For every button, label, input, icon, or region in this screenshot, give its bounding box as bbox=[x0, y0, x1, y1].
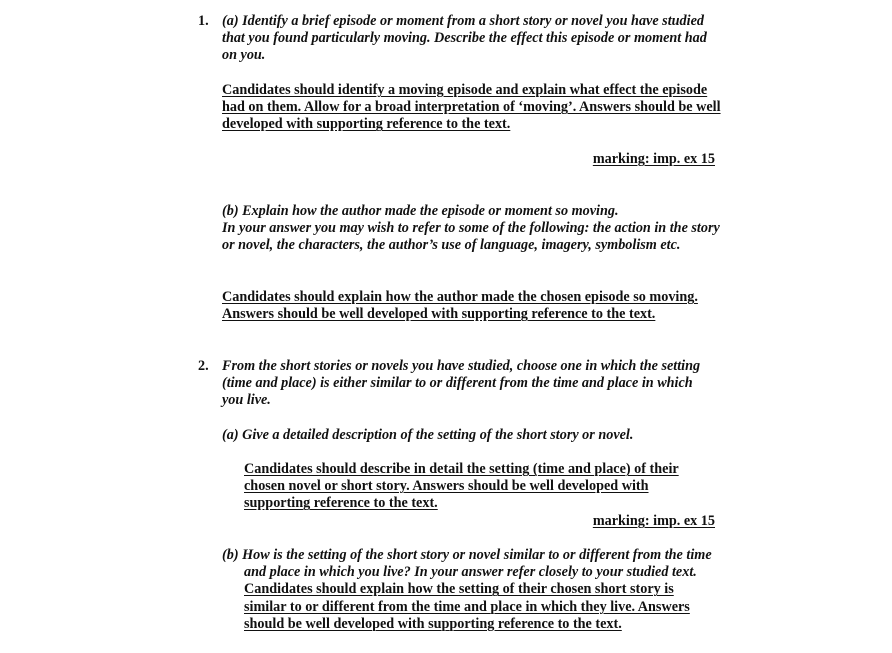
question-1b-prompt-line2: In your answer you may wish to refer to some of the following: the action in the story or novel, the characters, the author’s use of language, imagery, symbolism etc. bbox=[222, 220, 720, 254]
question-1a-marking: marking: imp. ex 15 bbox=[592, 151, 715, 167]
question-2a-marking: marking: imp. ex 15 bbox=[592, 513, 715, 529]
question-1a-guidance: Candidates should identify a moving episode and explain what effect the episode had on them. Allow for a broad interpretation of ‘moving’. Answers should be well developed with supporting reference to the text. bbox=[222, 82, 721, 133]
question-2-prompt: From the short stories or novels you have studied, choose one in which the setting (time and place) is either similar to or different from the time and place in which you live. bbox=[222, 358, 701, 409]
question-1a-prompt: (a) Identify a brief episode or moment from a short story or novel you have studied that you found particularly moving. Describe the effect this episode or moment had on you. bbox=[222, 13, 707, 64]
question-1-number: 1. bbox=[198, 13, 209, 29]
question-2a-guidance: Candidates should describe in detail the setting (time and place) of their chosen novel or short story. Answers should be well developed with supporting reference to the text. bbox=[244, 461, 679, 512]
question-1b-prompt bbox=[222, 203, 724, 255]
question-2a-prompt: (a) Give a detailed description of the setting of the short story or novel. bbox=[222, 427, 634, 443]
question-2b-prompt: (b) How is the setting of the short story or novel similar to or different from the time and place in which you live? In your answer refer closely to your studied text. bbox=[222, 547, 712, 581]
question-2-number: 2. bbox=[198, 358, 209, 374]
question-1b-guidance: Candidates should explain how the author made the chosen episode so moving. Answers should be well developed with supporting reference to the text. bbox=[222, 289, 698, 323]
question-2b-block bbox=[222, 547, 722, 633]
question-2b-guidance: Candidates should explain how the setting of their chosen short story is similar to or different from the time and place in which they live. Answers should be well developed with supporting reference to the text. bbox=[244, 581, 690, 632]
question-1b-prompt-line1: (b) Explain how the author made the episode or moment so moving. bbox=[222, 203, 619, 219]
